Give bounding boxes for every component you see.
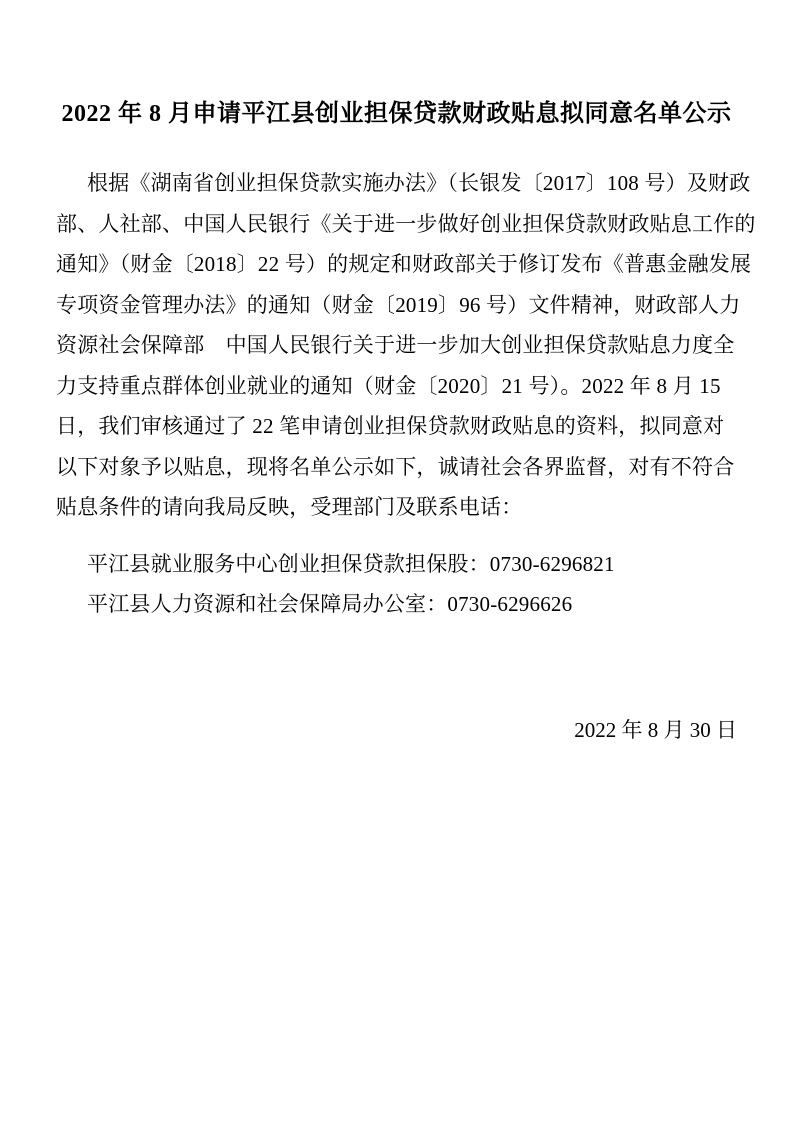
date-line: 2022 年 8 月 30 日 (574, 717, 737, 742)
paragraph-line: 根据《湖南省创业担保贷款实施办法》（长银发〔2017〕108 号）及财政 (87, 171, 751, 195)
contact-line: 平江县人力资源和社会保障局办公室：0730-6296626 (87, 592, 573, 616)
paragraph-line: 资源社会保障部 中国人民银行关于进一步加大创业担保贷款贴息力度全 (56, 333, 735, 357)
paragraph-line: 专项资金管理办法》的通知（财金〔2019〕96 号）文件精神，财政部人力 (56, 292, 741, 317)
contact-section (56, 544, 737, 625)
paragraph-line: 部、人社部、中国人民银行《关于进一步做好创业担保贷款财政贴息工作的 (56, 211, 756, 236)
document-title: 2022 年 8 月申请平江县创业担保贷款财政贴息拟同意名单公示 (61, 101, 732, 127)
paragraph-line: 通知》（财金〔2018〕22 号）的规定和财政部关于修订发布《普惠金融发展 (56, 252, 752, 276)
body-paragraph (56, 163, 756, 528)
paragraph-line: 贴息条件的请向我局反映，受理部门及联系电话： (56, 495, 523, 519)
paragraph-line: 力支持重点群体创业就业的通知（财金〔2020〕21 号）。2022 年 8 月 15 (56, 373, 721, 398)
contact-line: 平江县就业服务中心创业担保贷款担保股：0730-6296821 (87, 551, 615, 576)
paragraph-line: 以下对象予以贴息，现将名单公示如下，诚请社会各界监督，对有不符合 (56, 454, 735, 479)
paragraph-line: 日，我们审核通过了 22 笔申请创业担保贷款财政贴息的资料，拟同意对 (56, 414, 725, 438)
